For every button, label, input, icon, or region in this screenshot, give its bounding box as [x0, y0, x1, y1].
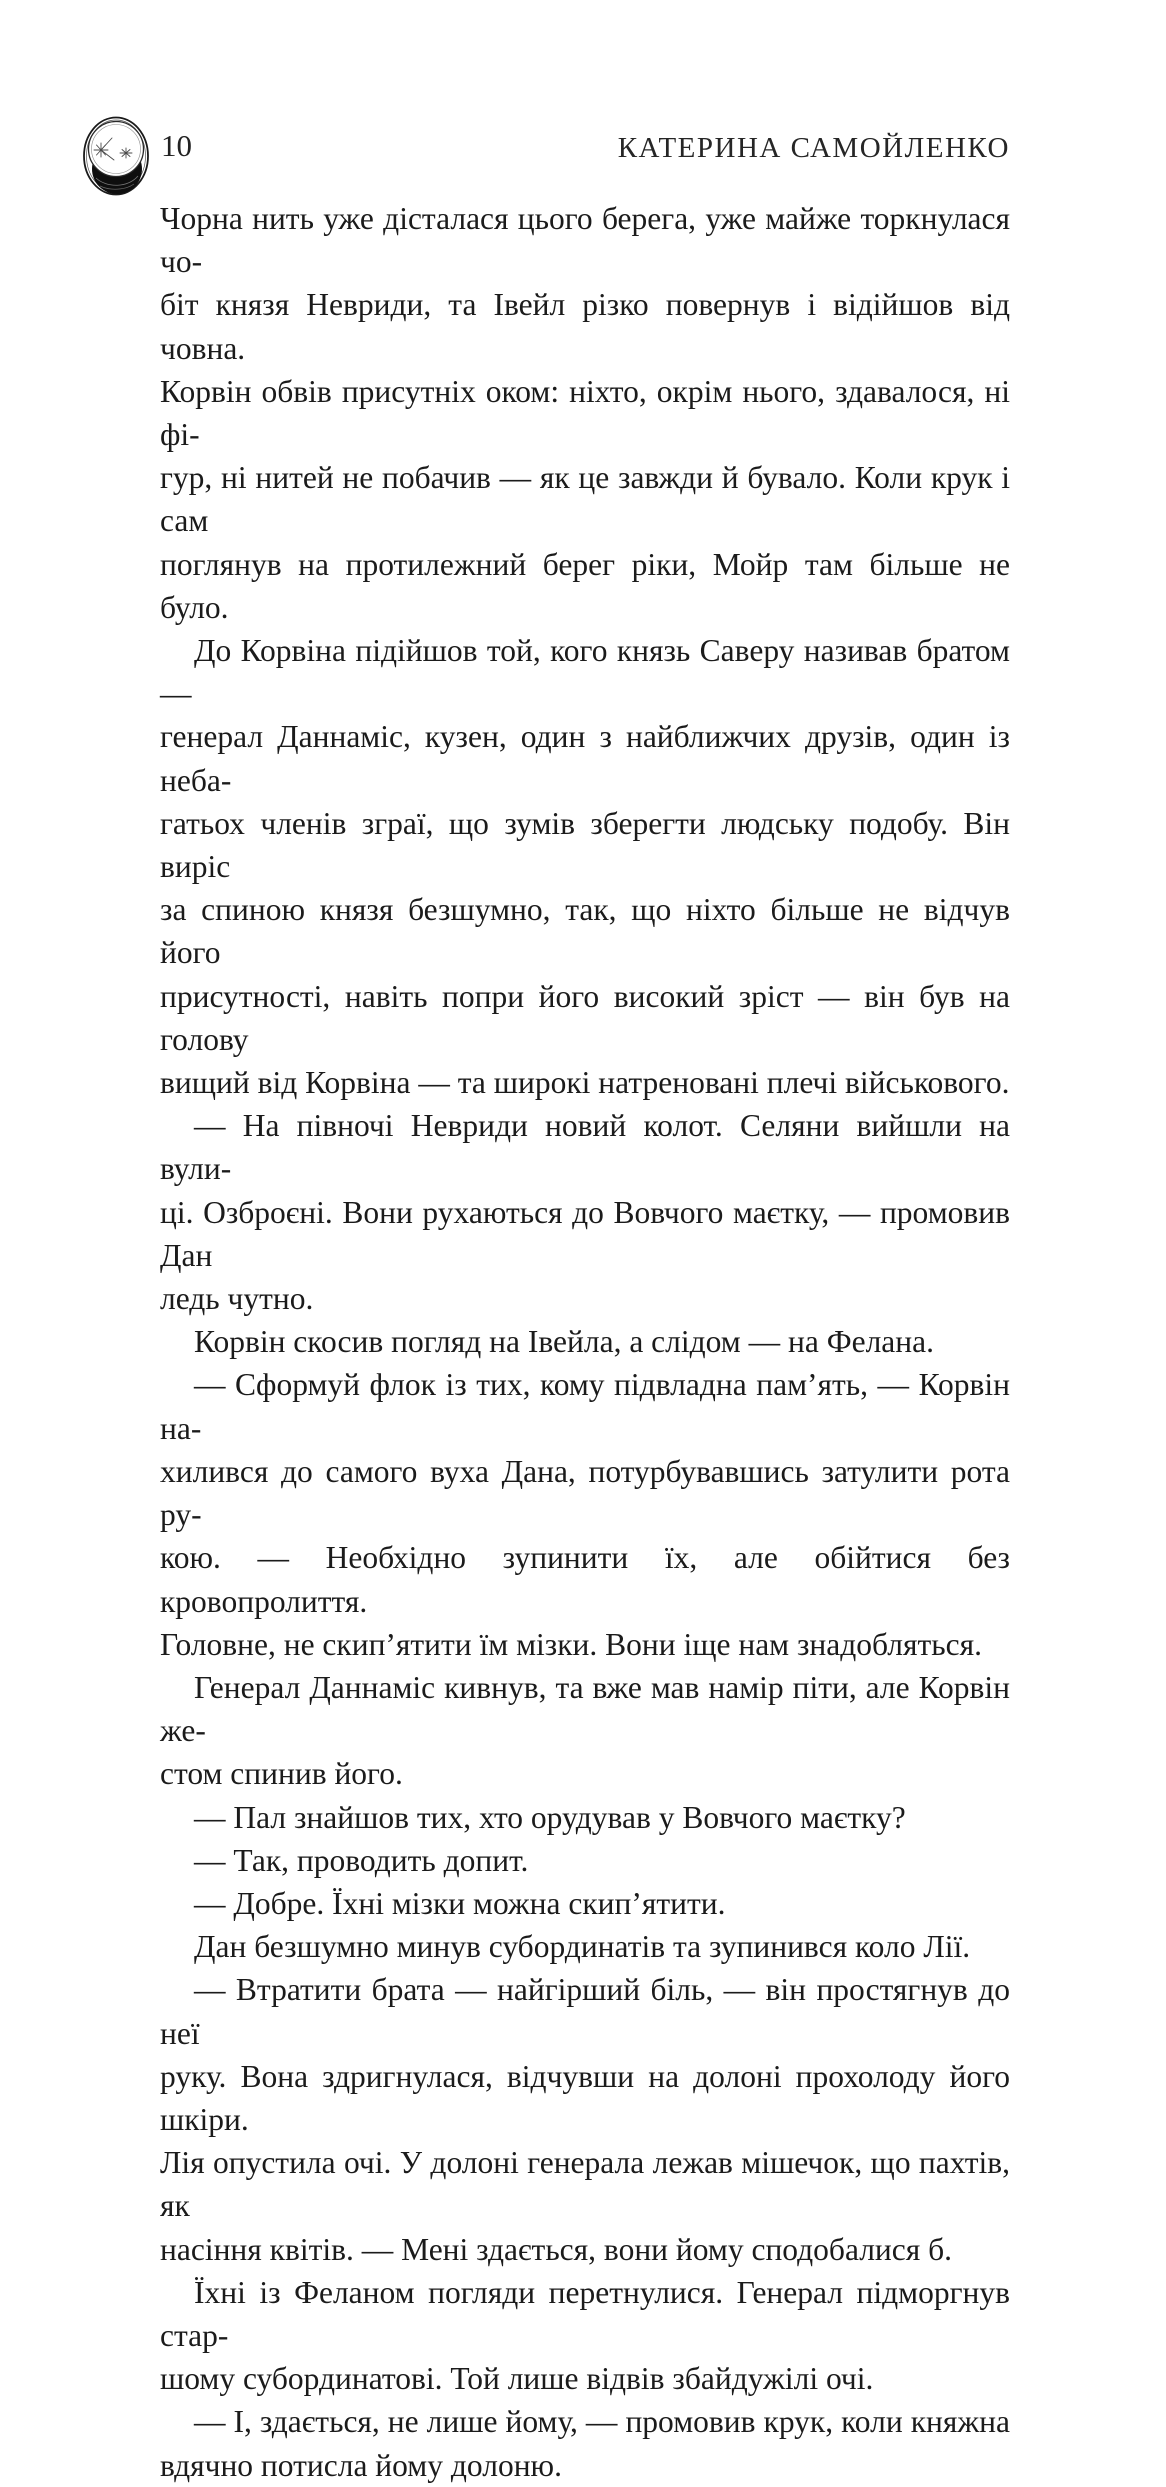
text-line: поглянув на протилежний берег ріки, Мойр там більше не було. [160, 546, 1010, 625]
paragraph [160, 2271, 1010, 2401]
text-line: вдячно потисла йому долоню. [160, 2447, 562, 2483]
text-line: стом спинив його. [160, 1756, 403, 1792]
text-line: — Сформуй флок із тих, кому підвладна пам’ять, — Корвін на- [160, 1367, 1010, 1446]
text-line: хилився до самого вуха Дана, потурбувавшись затулити рота ру- [160, 1453, 1010, 1533]
paragraph [160, 197, 1010, 629]
paragraph [160, 629, 1010, 1104]
text-line: Їхні із Феланом погляди перетнулися. Генерал підморгнув стар- [160, 2274, 1010, 2353]
text-line: Дан безшумно минув субординатів та зупинився коло Лії. [194, 1929, 971, 1965]
text-line: гатьох членів зграї, що зумів зберегти людську подобу. Він виріс [160, 805, 1010, 885]
text-line: — Втратити брата — найгірший біль, — він простягнув до неї [160, 1972, 1010, 2051]
paragraph [160, 1666, 1010, 1796]
text-line: присутності, навіть попри його високий зріст — він був на голову [160, 978, 1010, 1057]
text-line: за спиною князя безшумно, так, що ніхто більше не відчув його [160, 892, 1010, 971]
paragraph [160, 1925, 1010, 1968]
paragraph [160, 1882, 1010, 1925]
paragraph [160, 1839, 1010, 1882]
text-line: руку. Вона здригнулася, відчувши на долоні прохолоду його шкіри. [160, 2058, 1010, 2137]
paragraph [160, 1320, 1010, 1363]
text-line: ледь чутно. [160, 1281, 314, 1317]
text-line: Генерал Даннаміс кивнув, та вже мав намір піти, але Корвін же- [160, 1669, 1010, 1749]
paragraph [160, 1968, 1010, 2270]
paragraph [160, 2400, 1010, 2486]
text-line: генерал Даннаміс, кузен, один з найближчих друзів, один із неба- [160, 719, 1010, 798]
text-line: Корвін скосив погляд на Івейла, а слідом — на Фелана. [194, 1324, 934, 1360]
text-line: — На півночі Невриди новий колот. Селяни вийшли на вули- [160, 1108, 1010, 1187]
text-line: кою. — Необхідно зупинити їх, але обійтися без кровопролиття. [160, 1540, 1010, 1619]
page-number: 10 [161, 128, 192, 163]
text-line: насіння квітів. — Мені здається, вони йому сподобалися б. [160, 2231, 953, 2267]
moon-emblem-icon [82, 116, 150, 196]
page-body [160, 197, 1010, 2487]
text-line: Корвін обвів присутніх оком: ніхто, окрім нього, здавалося, ні фі- [160, 373, 1010, 453]
text-line: — І, здається, не лише йому, — промовив крук, коли княжна [194, 2404, 1010, 2440]
text-line: — Пал знайшов тих, хто орудував у Вовчого маєтку? [194, 1799, 906, 1835]
text-line: біт князя Невриди, та Івейл різко повернув і відійшов від човна. [160, 287, 1010, 366]
text-line: ці. Озброєні. Вони рухаються до Вовчого маєтку, — промовив Дан [160, 1194, 1010, 1273]
running-header-author: КАТЕРИНА САМОЙЛЕНКО [617, 132, 1010, 164]
text-line: До Корвіна підійшов той, кого князь Саверу називав братом — [160, 633, 1010, 712]
text-line: Лія опустила очі. У долоні генерала лежав мішечок, що пахтів, як [160, 2145, 1010, 2224]
paragraph [160, 1363, 1010, 1665]
paragraph [160, 1104, 1010, 1320]
text-line: — Так, проводить допит. [194, 1842, 529, 1878]
text-line: шому субординатові. Той лише відвів збайдужілі очі. [160, 2361, 874, 2397]
text-line: Головне, не скип’ятити їм мізки. Вони іще нам знадобляться. [160, 1626, 982, 1662]
text-line: Чорна нить уже дісталася цього берега, уже майже торкнулася чо- [160, 201, 1010, 280]
text-line: — Добре. Їхні мізки можна скип’ятити. [194, 1885, 726, 1921]
paragraph [160, 1796, 1010, 1839]
text-line: вищий від Корвіна — та широкі натреновані плечі військового. [160, 1065, 1010, 1101]
text-line: гур, ні нитей не побачив — як це завжди й бувало. Коли крук і сам [160, 460, 1010, 539]
